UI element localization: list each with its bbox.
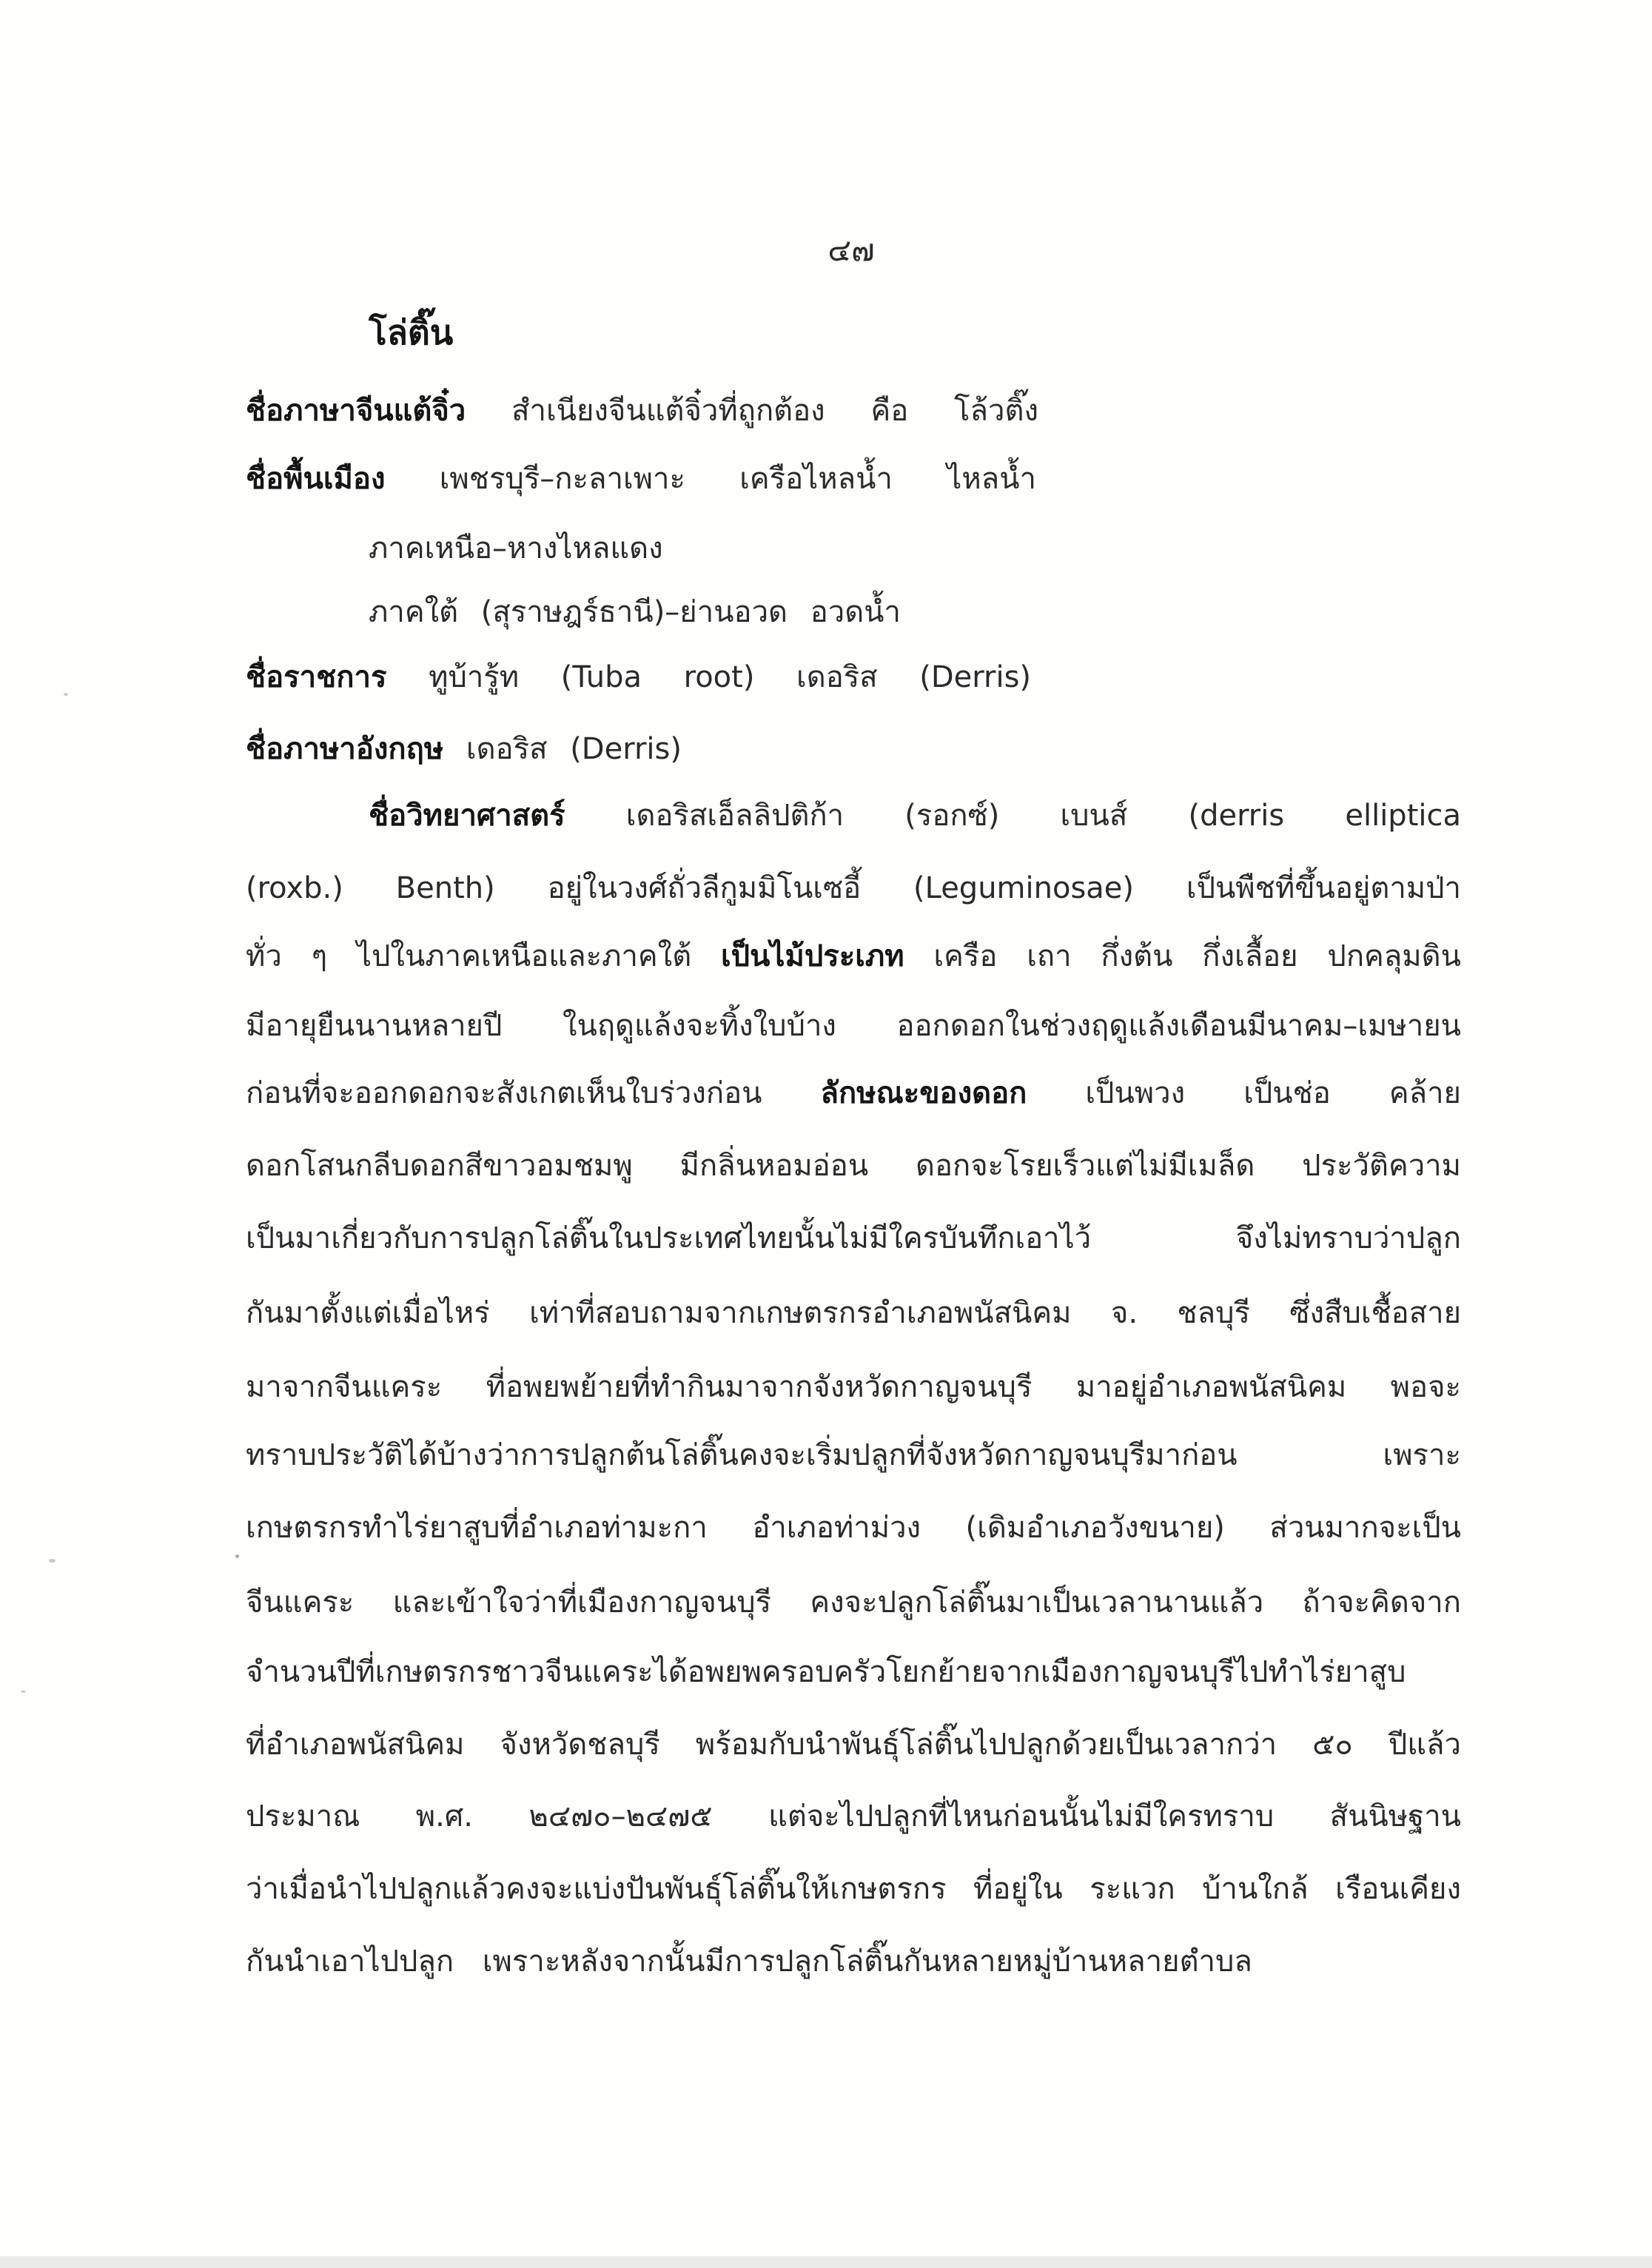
body-text: ทั่ว ๆ ไปในภาคเหนือและภาคใต้	[246, 939, 692, 973]
body-text: เครือ เถา กึ่งต้น กึ่งเลื้อย ปกคลุมดิน	[933, 939, 1461, 973]
english-name-line	[246, 725, 1461, 773]
teochew-name-text: สำเนียงจีนแต้จิ๋วที่ถูกต้อง คือ โล้วติ๊ง	[511, 394, 1039, 428]
body-line	[369, 792, 1461, 839]
official-name-text: ทูบ้ารู้ท (Tuba root) เดอริส (Derris)	[429, 660, 1032, 694]
body-line: ดอกโสนกลีบดอกสีขาวอมชมพู มีกลิ่นหอมอ่อน ดอกจะโรยเร็วแต่ไม่มีเมล็ด ประวัติความ	[246, 1149, 1461, 1183]
local-name-north: ภาคเหนือ–หางไหลแดง	[369, 531, 663, 566]
page-number: ๔๗	[827, 232, 875, 268]
body-text: เป็นพวง เป็นช่อ คล้าย	[1085, 1076, 1461, 1110]
scan-speck	[64, 693, 68, 696]
page-title: โล่ติ๊น	[369, 312, 454, 352]
body-line	[246, 933, 1461, 980]
flower-characteristics-label: ลักษณะของดอก	[820, 1076, 1027, 1110]
local-name-text: เพชรบุรี–กะลาเพาะ เครือไหลน้ำ ไหลน้ำ	[439, 462, 1036, 496]
scan-speck	[49, 1559, 56, 1563]
local-name-south: ภาคใต้ (สุราษฎร์ธานี)–ย่านอวด อวดน้ำ	[369, 595, 901, 629]
body-text: เดอริสเอ็ลลิปติก้า (รอกซ์) เบนส์ (derris elliptica	[625, 799, 1461, 833]
teochew-name-label: ชื่อภาษาจีนแต้จิ๋ว	[246, 394, 466, 428]
body-line: (roxb.) Benth) อยู่ในวงศ์ถั่วลีกูมมิโนเซอี้ (Leguminosae) เป็นพืชที่ขึ้นอยู่ตามป่า	[246, 871, 1461, 905]
body-line	[246, 1070, 1461, 1117]
body-line: จีนแคระ และเข้าใจว่าที่เมืองกาญจนบุรี คงจะปลูกโล่ติ๊นมาเป็นเวลานานแล้ว ถ้าจะคิดจาก	[246, 1586, 1461, 1620]
official-name-label: ชื่อราชการ	[246, 660, 387, 694]
scan-speck	[235, 1554, 239, 1558]
scan-speck	[21, 1691, 26, 1693]
body-line-last: กันนำเอาไปปลูก เพราะหลังจากนั้นมีการปลูกโล่ติ๊นกันหลายหมู่บ้านหลายตำบล	[246, 1945, 1252, 1979]
plant-type-label: เป็นไม้ประเภท	[720, 939, 904, 973]
body-line: กันมาตั้งแต่เมื่อไหร่ เท่าที่สอบถามจากเกษตรกรอำเภอพนัสนิคม จ. ชลบุรี ซึ่งสืบเชื้อสาย	[246, 1296, 1461, 1330]
body-line: เป็นมาเกี่ยวกับการปลูกโล่ติ๊นในประเทศไทยนั้นไม่มีใครบันทึกเอาไว้ จึงไม่ทราบว่าปลูก	[246, 1221, 1461, 1255]
english-name-label: ชื่อภาษาอังกฤษ	[246, 732, 444, 766]
scan-bottom-edge	[0, 2256, 1652, 2268]
body-line: จำนวนปีที่เกษตรกรชาวจีนแคระได้อพยพครอบครัวโยกย้ายจากเมืองกาญจนบุรีไปทำไร่ยาสูบ	[246, 1655, 1406, 1689]
body-text: ก่อนที่จะออกดอกจะสังเกตเห็นใบร่วงก่อน	[246, 1076, 762, 1110]
local-name-label: ชื่อพื้นเมือง	[246, 462, 386, 496]
body-line: ทราบประวัติได้บ้างว่าการปลูกต้นโล่ติ๊นคงจะเริ่มปลูกที่จังหวัดกาญจนบุรีมาก่อน เพราะ	[246, 1438, 1461, 1472]
body-line: เกษตรกรทำไร่ยาสูบที่อำเภอท่ามะกา อำเภอท่าม่วง (เดิมอำเภอวังขนาย) ส่วนมากจะเป็น	[246, 1511, 1461, 1545]
body-line: ประมาณ พ.ศ. ๒๔๗๐–๒๔๗๕ แต่จะไปปลูกที่ไหนก่อนนั้นไม่มีใครทราบ สันนิษฐาน	[246, 1799, 1461, 1833]
body-line: มีอายุยืนนานหลายปี ในฤดูแล้งจะทิ้งใบบ้าง ออกดอกในช่วงฤดูแล้งเดือนมีนาคม–เมษายน	[246, 1009, 1461, 1043]
body-line: ที่อำเภอพนัสนิคม จังหวัดชลบุรี พร้อมกับนำพันธุ์โล่ติ๊นไปปลูกด้วยเป็นเวลากว่า ๕๐ ปีแล้ว	[246, 1728, 1461, 1762]
local-name-line	[246, 455, 1036, 503]
official-name-line	[246, 654, 1031, 701]
scientific-name-label: ชื่อวิทยาศาสตร์	[369, 799, 565, 833]
body-line: ว่าเมื่อนำไปปลูกแล้วคงจะแบ่งปันพันธุ์โล่ติ๊นให้เกษตรกร ที่อยู่ใน ระแวก บ้านใกล้ เรือนเคียง	[246, 1872, 1461, 1906]
english-name-text: เดอริส (Derris)	[466, 732, 682, 766]
body-line: มาจากจีนแคระ ที่อพยพย้ายที่ทำกินมาจากจังหวัดกาญจนบุรี มาอยู่อำเภอพนัสนิคม พอจะ	[246, 1370, 1461, 1404]
teochew-name-line	[246, 387, 1038, 435]
